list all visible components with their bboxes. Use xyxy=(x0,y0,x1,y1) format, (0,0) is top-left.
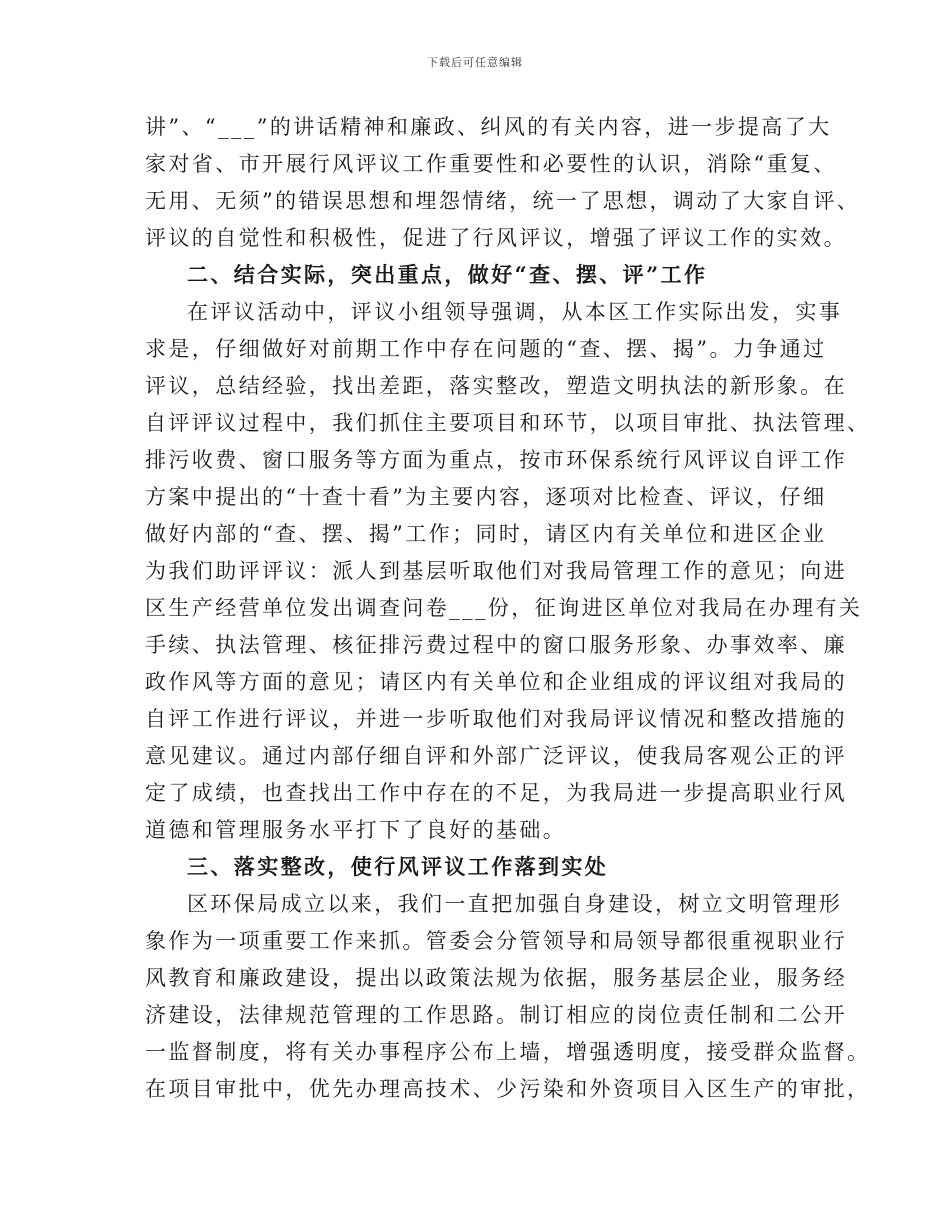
body-line: 为我们助评评议：派人到基层听取他们对我局管理工作的意见；向进 xyxy=(145,559,847,583)
body-line: 政作风等方面的意见；请区内有关单位和企业组成的评议组对我局的 xyxy=(145,670,847,694)
section-heading: 二、结合实际，突出重点，做好“查、摆、评”工作 xyxy=(187,262,708,287)
body-line: 评议的自觉性和积极性，促进了行风评议，增强了评议工作的实效。 xyxy=(145,226,847,250)
body-line: 区生产经营单位发出调查问卷___份，征询进区单位对我局在办理有关 xyxy=(145,596,863,620)
body-line: 做好内部的“查、摆、揭”工作；同时，请区内有关单位和进区企业 xyxy=(145,522,827,546)
body-line: 意见建议。通过内部仔细自评和外部广泛评议，使我局客观公正的评 xyxy=(145,744,847,768)
body-line: 在项目审批中，优先办理高技术、少污染和外资项目入区生产的审批， xyxy=(145,1077,871,1101)
body-line: 讲”、“___”的讲话精神和廉政、纠风的有关内容，进一步提高了大 xyxy=(145,115,832,139)
body-line: 家对省、市开展行风评议工作重要性和必要性的认识，消除“重复、 xyxy=(145,152,837,176)
body-line: 自评评议过程中，我们抓住主要项目和环节，以项目审批、执法管理、 xyxy=(145,411,871,435)
body-line: 自评工作进行评议，并进一步听取他们对我局评议情况和整改措施的 xyxy=(145,707,847,731)
body-line: 方案中提出的“十查十看”为主要内容，逐项对比检查、评议，仔细 xyxy=(145,485,827,509)
body-line: 象作为一项重要工作来抓。管委会分管领导和局领导都很重视职业行 xyxy=(145,929,847,953)
body-line: 求是，仔细做好对前期工作中存在问题的“查、摆、揭”。力争通过 xyxy=(145,337,827,361)
section-heading: 三、落实整改，使行风评议工作落到实处 xyxy=(187,854,609,879)
body-line: 区环保局成立以来，我们一直把加强自身建设，树立文明管理形 xyxy=(187,892,843,916)
body-line: 定了成绩，也查找出工作中存在的不足，为我局进一步提高职业行风 xyxy=(145,781,847,805)
page-header: 下载后可任意编辑 xyxy=(427,56,523,69)
body-line: 评议，总结经验，找出差距，落实整改，塑造文明执法的新形象。在 xyxy=(145,374,847,398)
body-line: 手续、执法管理、核征排污费过程中的窗口服务形象、办事效率、廉 xyxy=(145,633,847,657)
body-line: 道德和管理服务水平打下了良好的基础。 xyxy=(145,818,567,842)
body-line: 无用、无须”的错误思想和埋怨情绪，统一了思想，调动了大家自评、 xyxy=(145,189,861,213)
body-line: 一监督制度，将有关办事程序公布上墙，增强透明度，接受群众监督。 xyxy=(145,1040,871,1064)
body-line: 在评议活动中，评议小组领导强调，从本区工作实际出发，实事 xyxy=(187,300,843,324)
body-line: 风教育和廉政建设，提出以政策法规为依据，服务基层企业，服务经 xyxy=(145,966,847,990)
body-line: 济建设，法律规范管理的工作思路。制订相应的岗位责任制和二公开 xyxy=(145,1003,847,1027)
body-line: 排污收费、窗口服务等方面为重点，按市环保系统行风评议自评工作 xyxy=(145,448,847,472)
